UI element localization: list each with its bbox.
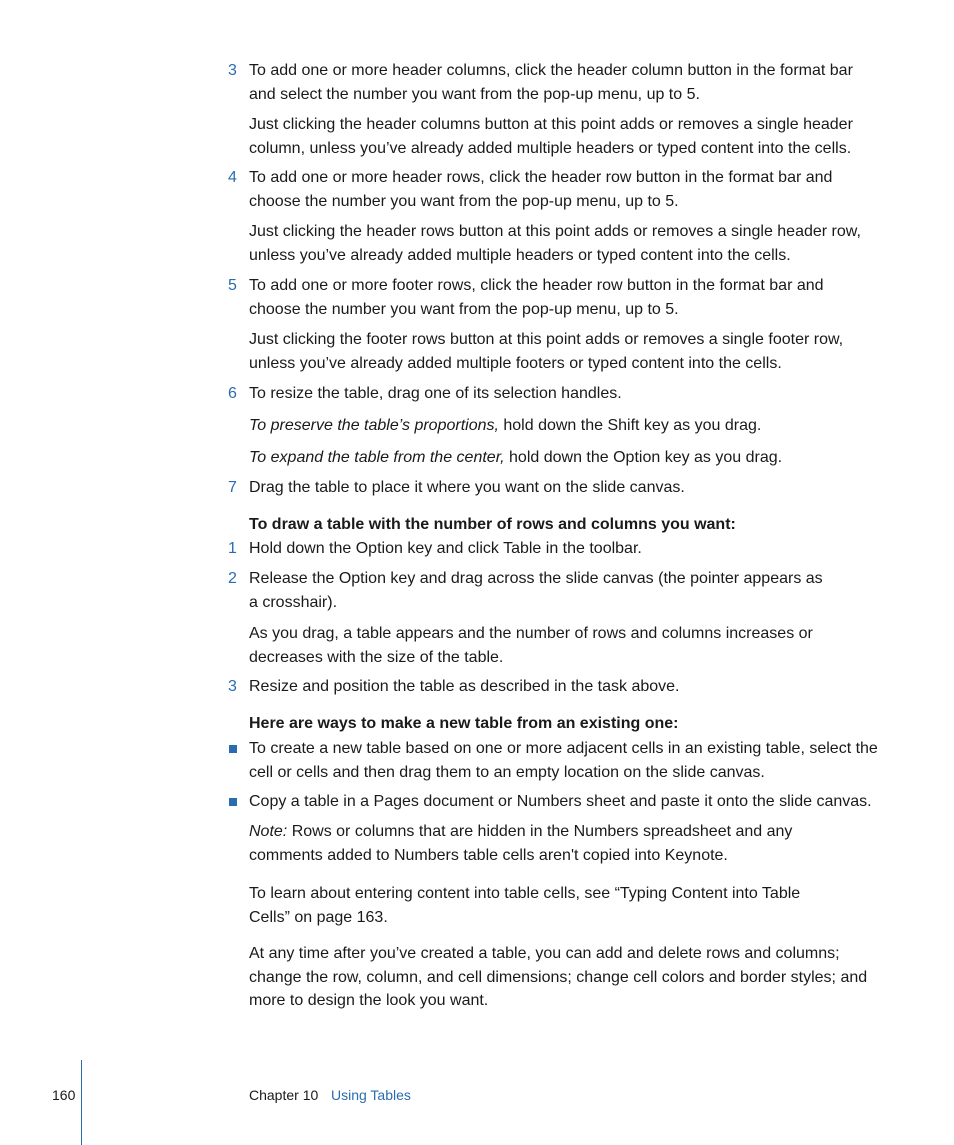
paragraph: Just clicking the header columns button at this point adds or removes a single header column, unless you’ve already added multiple headers or typed content into the cells. (249, 116, 853, 157)
step-text: To add one or more footer rows, click the header row button in the format bar and choose the number you want from the pop-up menu, up to 5. (249, 277, 824, 318)
tip-text: hold down the Shift key as you drag. (498, 417, 762, 434)
paragraph: As you drag, a table appears and the number of rows and columns increases or decreases with the size of the table. (249, 625, 813, 666)
step-number: 6 (228, 385, 237, 402)
step-5 (228, 274, 879, 321)
footer-chapter: Chapter 10 (249, 1087, 319, 1103)
step-number: 7 (228, 479, 237, 496)
note (249, 820, 829, 867)
paragraph: To learn about entering content into table cells, see “Typing Content into Table Cells” on page 163. (249, 885, 801, 926)
paragraph: At any time after you’ve created a table, you can add and delete rows and columns; change the row, column, and cell dimensions; change cell colors and border styles; and more to design the look you want. (249, 945, 868, 1009)
footer-divider (81, 1060, 82, 1145)
note-text: Rows or columns that are hidden in the Numbers spreadsheet and any comments added to Numbers table cells aren't copied into Keynote. (249, 823, 793, 864)
step-7 (228, 476, 879, 500)
step-1 (228, 537, 879, 561)
tip-italic: To preserve the table’s proportions, (249, 417, 499, 434)
bullet-text: To create a new table based on one or more adjacent cells in an existing table, select the cell or cells and then drag them to an empty location on the slide canvas. (249, 740, 878, 781)
tip-preserve (249, 414, 879, 438)
bullet-text: Copy a table in a Pages document or Numbers sheet and paste it onto the slide canvas. (249, 793, 872, 810)
step-number: 3 (228, 678, 237, 695)
step-number: 5 (228, 277, 237, 294)
tip-italic: To expand the table from the center, (249, 449, 505, 466)
step-text: Resize and position the table as described in the task above. (249, 678, 680, 695)
section-heading: To draw a table with the number of rows and columns you want: (249, 516, 736, 533)
bullet-item (249, 790, 879, 814)
footer-chapter-title[interactable]: Using Tables (331, 1087, 411, 1103)
paragraph: Just clicking the footer rows button at this point adds or removes a single footer row, unless you’ve already added multiple footers or typed content into the cells. (249, 331, 844, 372)
square-bullet-icon (229, 798, 237, 806)
step-2 (228, 567, 829, 614)
step-number: 1 (228, 540, 237, 557)
tip-expand (249, 446, 879, 470)
tip-text: hold down the Option key as you drag. (504, 449, 783, 466)
square-bullet-icon (229, 745, 237, 753)
bullet-item (249, 737, 879, 784)
step-3b (228, 675, 879, 699)
step-text: To add one or more header rows, click the header row button in the format bar and choose the number you want from the pop-up menu, up to 5. (249, 169, 833, 210)
step-text: Hold down the Option key and click Table in the toolbar. (249, 540, 642, 557)
step-number: 3 (228, 62, 237, 79)
step-number: 4 (228, 169, 237, 186)
step-6 (228, 382, 879, 406)
step-text: Drag the table to place it where you want on the slide canvas. (249, 479, 685, 496)
step-text: To add one or more header columns, click the header column button in the format bar and select the number you want from the pop-up menu, up to 5. (249, 62, 853, 103)
step-3 (228, 59, 879, 106)
step-4 (228, 166, 879, 213)
section-heading: Here are ways to make a new table from an existing one: (249, 715, 679, 732)
paragraph: Just clicking the header rows button at this point adds or removes a single header row, unless you’ve already added multiple headers or typed content into the cells. (249, 223, 861, 264)
note-label: Note: (249, 823, 288, 840)
step-text: To resize the table, drag one of its selection handles. (249, 385, 622, 402)
page-number: 160 (52, 1087, 76, 1103)
step-number: 2 (228, 570, 237, 587)
step-text: Release the Option key and drag across the slide canvas (the pointer appears as a crosshair). (249, 570, 823, 611)
